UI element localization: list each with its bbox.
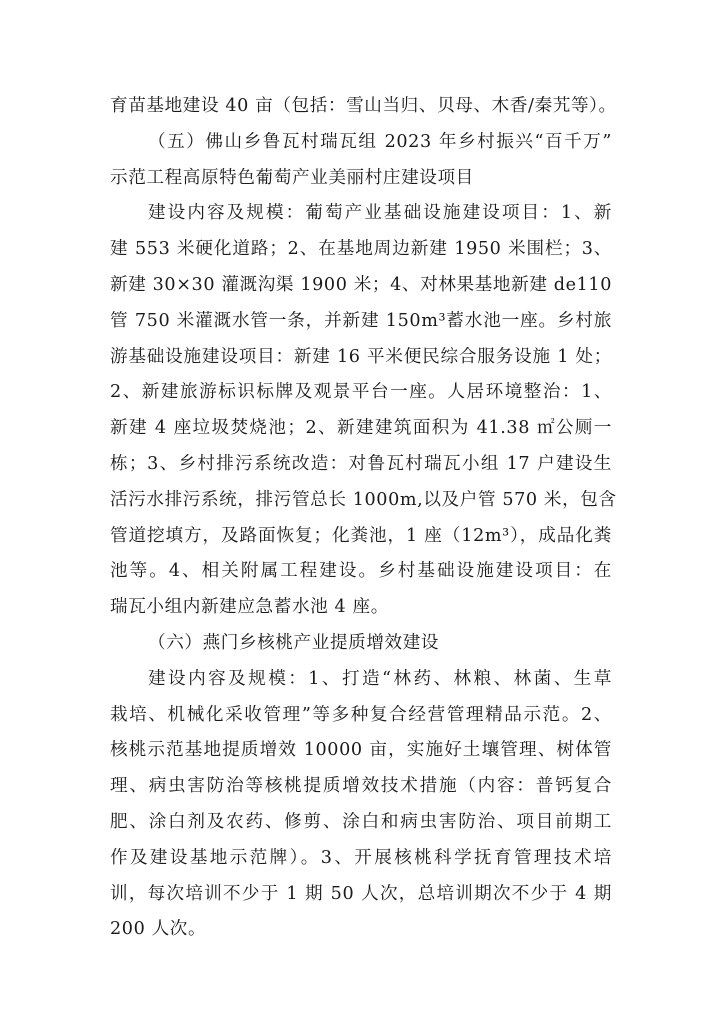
text-line: 栽培、机械化采收管理”等多种复合经营管理精品示范。2、 bbox=[110, 704, 612, 725]
text-line: 活污水排污系统，排污管总长 1000m,以及户管 570 米，包含 bbox=[110, 489, 617, 510]
text-line: 肥、涂白剂及农药、修剪、涂白和病虫害防治、项目前期工 bbox=[110, 811, 612, 832]
text-line: 示范工程高原特色葡萄产业美丽村庄建设项目 bbox=[110, 167, 474, 188]
text-line: 建 553 米硬化道路；2、在基地周边新建 1950 米围栏；3、 bbox=[110, 239, 612, 260]
text-line: （五）佛山乡鲁瓦村瑞瓦组 2023 年乡村振兴“百千万” bbox=[148, 131, 612, 152]
text-line: （六）燕门乡核桃产业提质增效建设 bbox=[148, 632, 440, 653]
text-line: 瑞瓦小组内新建应急蓄水池 4 座。 bbox=[110, 597, 389, 618]
text-line: 作及建设基地示范牌）。3、开展核桃科学抚育管理技术培 bbox=[110, 847, 612, 868]
text-line: 200 人次。 bbox=[110, 919, 207, 940]
text-line: 新建 30×30 灌溉沟渠 1900 米；4、对林果基地新建 de110 bbox=[110, 274, 612, 295]
text-line: 训，每次培训不少于 1 期 50 人次，总培训期次不少于 4 期 bbox=[110, 883, 612, 904]
text-line: 游基础设施建设项目：新建 16 平米便民综合服务设施 1 处； bbox=[110, 346, 612, 367]
text-line: 育苗基地建设 40 亩（包括：雪山当归、贝母、木香/秦艽等）。 bbox=[110, 96, 617, 116]
text-line: 2、新建旅游标识标牌及观景平台一座。人居环境整治：1、 bbox=[110, 382, 612, 403]
text-line: 新建 4 座垃圾焚烧池；2、新建建筑面积为 41.38 ㎡公厕一 bbox=[110, 418, 612, 439]
text-line: 理、病虫害防治等核桃提质增效技术措施（内容：普钙复合 bbox=[110, 776, 612, 797]
text-line: 管道挖填方，及路面恢复；化粪池，1 座（12m³），成品化粪 bbox=[110, 525, 612, 546]
document-body bbox=[110, 89, 617, 948]
text-line: 管 750 米灌溉水管一条，并新建 150m³蓄水池一座。乡村旅 bbox=[110, 310, 612, 331]
text-line: 池等。4、相关附属工程建设。乡村基础设施建设项目：在 bbox=[110, 561, 612, 582]
text-line: 建设内容及规模：1、打造“林药、林粮、林菌、生草 bbox=[148, 668, 612, 689]
text-line: 建设内容及规模：葡萄产业基础设施建设项目：1、新 bbox=[148, 203, 612, 224]
text-line: 核桃示范基地提质增效 10000 亩，实施好土壤管理、树体管 bbox=[110, 740, 612, 761]
text-line: 栋；3、乡村排污系统改造：对鲁瓦村瑞瓦小组 17 户建设生 bbox=[110, 453, 612, 474]
